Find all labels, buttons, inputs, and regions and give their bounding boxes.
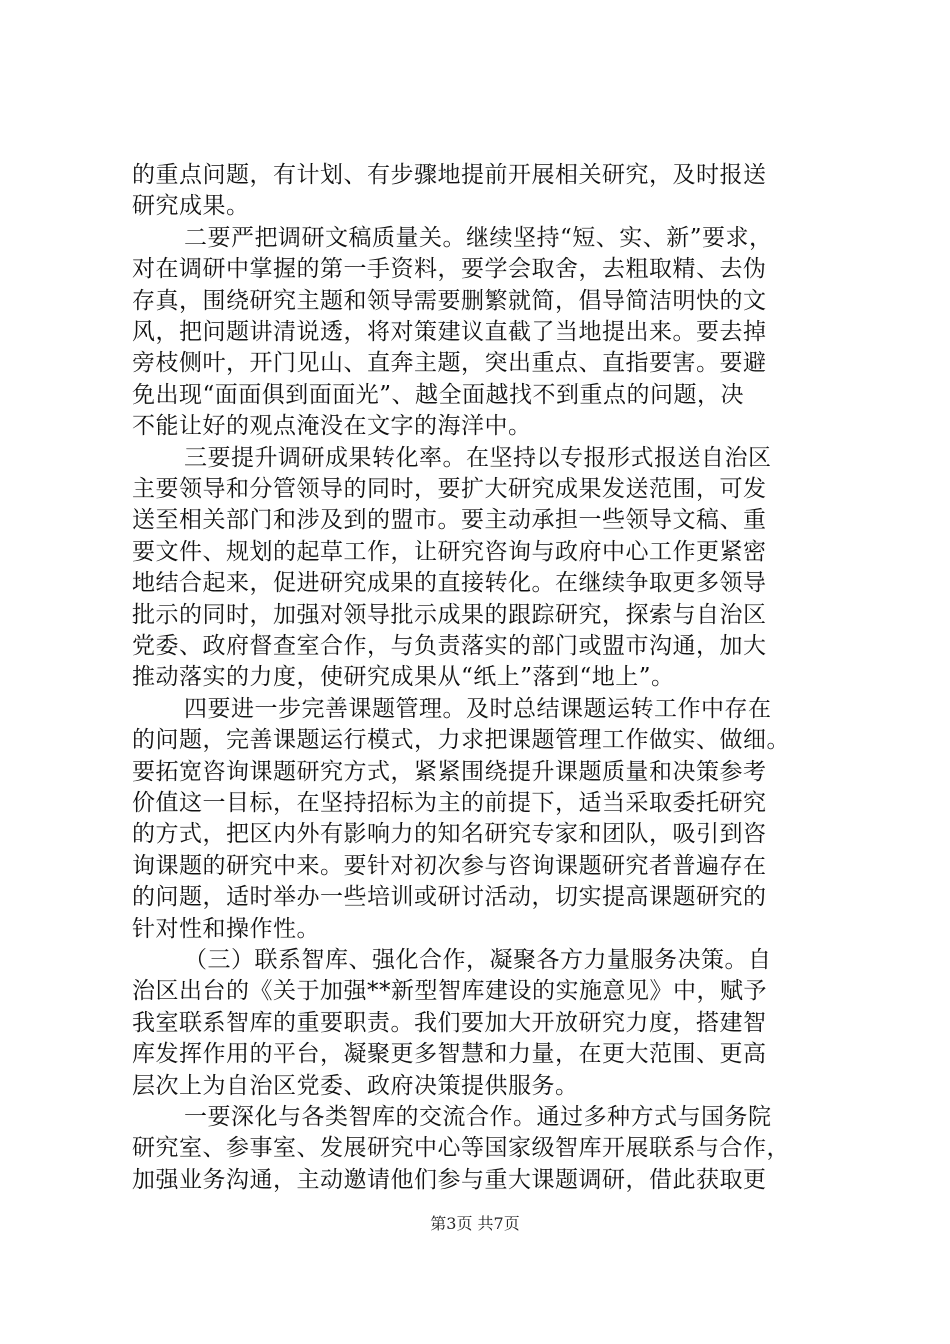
text-line: 党委、政府督查室合作，与负责落实的部门或盟市沟通，加大 — [132, 633, 767, 659]
text-line: 价值这一目标，在坚持招标为主的前提下，适当采取委托研究 — [132, 790, 767, 816]
text-line: 地结合起来，促进研究成果的直接转化。在继续争取更多领导 — [132, 570, 767, 597]
text-line: 研究室、参事室、发展研究中心等国家级智库开展联系与合作， — [132, 1135, 790, 1162]
paragraph-first-line: 二要严把调研文稿质量关。继续坚持“短、实、新”要求， — [184, 224, 773, 251]
text-line: 对在调研中掌握的第一手资料，要学会取舍，去粗取精、去伪 — [132, 256, 767, 283]
text-line: 批示的同时，加强对领导批示成果的跟踪研究，探索与自治区 — [132, 601, 767, 628]
text-line: 免出现“面面俱到面面光”、越全面越找不到重点的问题，决 — [132, 381, 745, 408]
text-line: 针对性和操作性。 — [132, 915, 320, 942]
text-line: 旁枝侧叶，开门见山、直奔主题，突出重点、直指要害。要避 — [132, 350, 767, 377]
text-line: 治区出台的《关于加强**新型智库建设的实施意见》中，赋予 — [132, 978, 767, 1005]
text-line: 主要领导和分管领导的同时，要扩大研究成果发送范围，可发 — [132, 476, 767, 502]
text-line: 不能让好的观点淹没在文字的海洋中。 — [132, 413, 532, 440]
paragraph-first-line: 一要深化与各类智库的交流合作。通过多种方式与国务院 — [184, 1104, 772, 1130]
text-line: 研究成果。 — [132, 193, 250, 220]
text-line: 风，把问题讲清说透，将对策建议直截了当地提出来。要去掉 — [132, 319, 767, 345]
text-line: 库发挥作用的平台，凝聚更多智慧和力量，在更大范围、更高 — [132, 1041, 767, 1068]
paragraph-first-line: 四要进一步完善课题管理。及时总结课题运转工作中存在 — [184, 695, 772, 722]
text-line: 我室联系智库的重要职责。我们要加大开放研究力度，搭建智 — [132, 1009, 767, 1036]
text-line: 的问题，完善课题运行模式，力求把课题管理工作做实、做细。 — [132, 727, 790, 754]
text-line: 加强业务沟通，主动邀请他们参与重大课题调研，借此获取更 — [132, 1166, 767, 1193]
text-line: 层次上为自治区党委、政府决策提供服务。 — [132, 1072, 579, 1099]
text-line: 的方式，把区内外有影响力的知名研究专家和团队，吸引到咨 — [132, 821, 767, 848]
text-line: 要拓宽咨询课题研究方式，紧紧围绕提升课题质量和决策参考 — [132, 758, 767, 785]
paragraph-first-line: 三要提升调研成果转化率。在坚持以专报形式报送自治区 — [184, 444, 772, 471]
text-line: 存真，围绕研究主题和领导需要删繁就简，倡导简洁明快的文 — [132, 287, 767, 314]
text-line: 送至相关部门和涉及到的盟市。要主动承担一些领导文稿、重 — [132, 507, 767, 534]
page-footer: 第3页 共7页 — [430, 1214, 520, 1233]
text-line: 的问题，适时举办一些培训或研讨活动，切实提高课题研究的 — [132, 884, 767, 911]
text-line: 要文件、规划的起草工作，让研究咨询与政府中心工作更紧密 — [132, 538, 767, 565]
text-line: 的重点问题，有计划、有步骤地提前开展相关研究，及时报送 — [132, 162, 767, 188]
section-heading-line: （三）联系智库、强化合作，凝聚各方力量服务决策。自 — [184, 947, 772, 973]
text-line: 询课题的研究中来。要针对初次参与咨询课题研究者普遍存在 — [132, 852, 767, 879]
text-line: 推动落实的力度，使研究成果从“纸上”落到“地上”。 — [132, 664, 675, 691]
